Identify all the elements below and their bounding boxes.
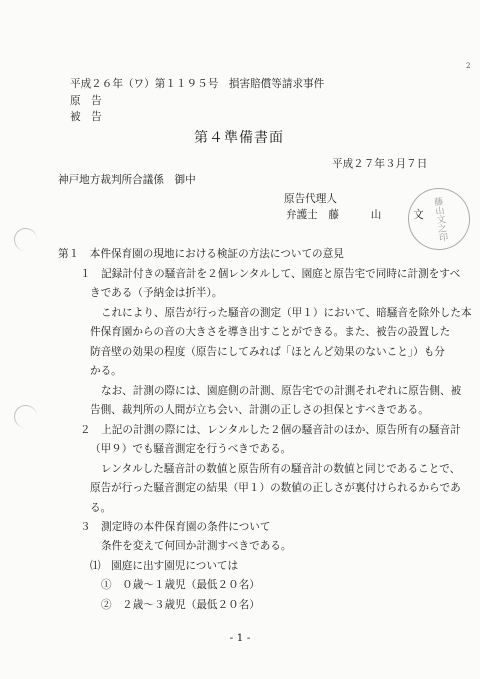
subitem-1-entry-1: ① ０歳～１歳児（最低２０名） — [101, 579, 260, 591]
page-number: - 1 - — [229, 632, 251, 644]
item-1-para-1-line-3: 防音壁の効果の程度（原告にしてみれば「ほとんど効果のないこと」）も分 — [90, 346, 445, 358]
item-1-line-2: きである（予納金は折半）。 — [90, 287, 223, 299]
subitem-1-heading: ⑴ 園庭に出す園児については — [90, 560, 239, 572]
item-1-para-2-line-1: なお、計測の際には、園庭側の計測、原告宅での計測それぞれに原告側、被 — [101, 385, 462, 397]
punch-hole-bottom — [14, 405, 37, 428]
plaintiff-label: 原 告 — [70, 95, 102, 107]
subitem-1-entry-2: ② ２歳～３歳児（最低２０名） — [101, 599, 260, 611]
item-1-para-1-line-4: かる。 — [90, 365, 122, 377]
item-2-line-1: ２ 上記の計測の際には、レンタルした２個の騒音計のほか、原告所有の騒音計 — [80, 424, 461, 436]
defendant-label: 被 告 — [70, 111, 102, 123]
item-1-para-2-line-2: 告側、裁判所の人間が立ち会い、計測の正しさの担保とすべきである。 — [90, 404, 429, 416]
item-3-heading: ３ 測定時の本件保育園の条件について — [80, 521, 271, 533]
item-2-para-line-3: る。 — [90, 502, 112, 514]
item-3-body: 条件を変えて何回か計測すべきである。 — [101, 540, 292, 552]
document-title: 第４準備書面 — [194, 130, 284, 146]
punch-hole-top — [14, 228, 37, 251]
item-2-line-2: （甲９）でも騒音測定を行うべきである。 — [90, 443, 292, 455]
agent-label: 原告代理人 — [284, 193, 337, 205]
item-1-para-1-line-2: 件保育園からの音の大きさを導き出すことができる。また、被告の設置した — [90, 326, 451, 338]
section-1-heading: 第１ 本件保育園の現地における検証の方法についての意見 — [58, 248, 344, 260]
court-addressee: 神戸地方裁判所合議係 御中 — [58, 174, 196, 186]
page-corner-mark: 2 — [466, 62, 471, 70]
seal-text: 藤山文之印 — [431, 195, 448, 242]
lawyer-seal — [404, 184, 474, 254]
item-2-para-line-1: レンタルした騒音計の数値と原告所有の騒音計の数値と同じであることで、 — [101, 463, 461, 475]
case-number: 平成２６年（ワ）第１１９５号 損害賠償等請求事件 — [70, 78, 325, 90]
item-1-para-1-line-1: これにより、原告が行った騒音の測定（甲１）において、暗騒音を除外した本 — [101, 307, 472, 319]
document-date: 平成２７年３月７日 — [332, 158, 428, 170]
lawyer-name: 弁護士 藤 山 文 — [286, 209, 424, 221]
item-2-para-line-2: 原告が行った騒音測定の結果（甲１）の数値の正しさが裏付けられるからであ — [90, 482, 461, 494]
item-1-line-1: １ 記録計付きの騒音計を２個レンタルして、園庭と原告宅で同時に計測をすべ — [80, 268, 461, 280]
